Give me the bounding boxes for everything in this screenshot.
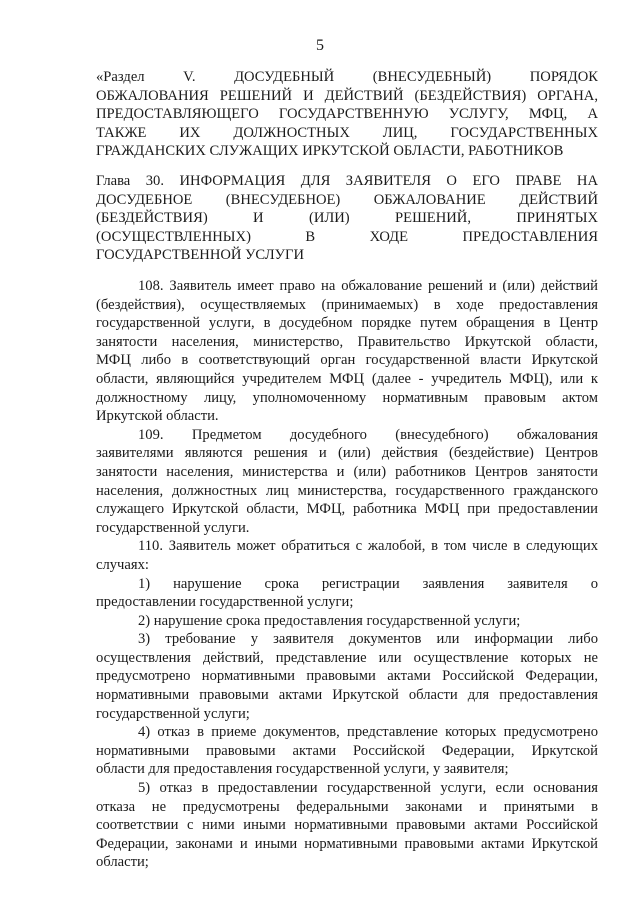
paragraph-108 bbox=[96, 277, 598, 426]
paragraph-line: занятости населения, министерство, Правительство Иркутской области, bbox=[96, 333, 598, 350]
list-item-2 bbox=[96, 612, 598, 631]
list-item-line: нормативными правовыми актами Иркутской области для предоставления bbox=[96, 687, 598, 704]
paragraph-line: 110. Заявитель может обратиться с жалобой, в том числе в следующих bbox=[138, 538, 598, 555]
list-item-line: нормативными правовыми актами Российской Федерации, Иркутской bbox=[96, 742, 598, 759]
list-item-line: отказа не предусмотрены федеральными законами и принятыми в bbox=[96, 798, 598, 815]
page-number: 5 bbox=[316, 37, 324, 54]
paragraph-line: МФЦ либо в соответствующий орган государственной власти Иркутской bbox=[96, 352, 598, 369]
paragraph-line: области, являющийся учредителем МФЦ (далее - учредитель МФЦ), или к bbox=[96, 370, 598, 387]
paragraph-line: заявителями являются решения и (или) действия (бездействие) Центров bbox=[96, 445, 598, 462]
chapter-heading-line: ГОСУДАРСТВЕННОЙ УСЛУГИ bbox=[96, 247, 304, 264]
paragraph-line: служащего Иркутской области, МФЦ, работника МФЦ при предоставлении bbox=[96, 501, 598, 518]
paragraph-line: 108. Заявитель имеет право на обжалование решений и (или) действий bbox=[138, 278, 598, 294]
chapter-heading-line: ДОСУДЕБНОЕ (ВНЕСУДЕБНОЕ) ОБЖАЛОВАНИЕ ДЕЙСТВИЙ bbox=[96, 191, 598, 208]
paragraph-110 bbox=[96, 537, 598, 574]
list-item-line: области; bbox=[96, 854, 149, 871]
paragraph-line: 109. Предметом досудебного (внесудебного) обжалования bbox=[138, 426, 598, 443]
chapter-heading bbox=[96, 172, 598, 265]
paragraph-line: должностному лицу, уполномоченному нормативным правовым актом bbox=[96, 389, 598, 406]
list-item-line: соответствии с ними иными нормативными правовыми актами Российской bbox=[96, 817, 598, 834]
list-item-1 bbox=[96, 575, 598, 612]
paragraph-line: государственной услуги. bbox=[96, 519, 250, 536]
list-item-5 bbox=[96, 779, 598, 872]
body-text bbox=[96, 277, 598, 872]
chapter-heading-line: (ОСУЩЕСТВЛЕННЫХ) В ХОДЕ ПРЕДОСТАВЛЕНИЯ bbox=[96, 228, 598, 245]
paragraph-line: (бездействия), осуществляемых (принимаемых) в ходе предоставления bbox=[96, 296, 598, 313]
list-item-line: области для предоставления государственной услуги, у заявителя; bbox=[96, 761, 509, 778]
list-item-line: 3) требование у заявителя документов или информации либо bbox=[138, 631, 598, 648]
section-heading bbox=[96, 68, 598, 161]
paragraph-109 bbox=[96, 426, 598, 538]
paragraph-line: государственной услуги, в досудебном порядке путем обращения в Центр bbox=[96, 315, 598, 332]
paragraph-line: занятости населения, министерства и (или) работников Центров занятости bbox=[96, 463, 598, 480]
paragraph-line: случаях: bbox=[96, 556, 149, 573]
list-item-line: государственной услуги; bbox=[96, 705, 250, 722]
list-item-3 bbox=[96, 630, 598, 723]
paragraph-line: населения, должностных лиц министерства, государственного гражданского bbox=[96, 482, 598, 499]
section-heading-line: «Раздел V. ДОСУДЕБНЫЙ (ВНЕСУДЕБНЫЙ) ПОРЯДОК bbox=[96, 69, 598, 85]
section-heading-line: ТАКЖЕ ИХ ДОЛЖНОСТНЫХ ЛИЦ, ГОСУДАРСТВЕННЫХ bbox=[96, 124, 598, 141]
list-item-line: осуществления действий, представление или осуществление которых не bbox=[96, 649, 598, 666]
list-item-line: предусмотрено нормативными правовыми актами Российской Федерации, bbox=[96, 668, 598, 685]
chapter-heading-line: Глава 30. ИНФОРМАЦИЯ ДЛЯ ЗАЯВИТЕЛЯ О ЕГО ПРАВЕ НА bbox=[96, 173, 598, 189]
list-item-line: предоставлении государственной услуги; bbox=[96, 594, 354, 611]
section-heading-line: ПРЕДОСТАВЛЯЮЩЕГО ГОСУДАРСТВЕННУЮ УСЛУГУ, МФЦ, А bbox=[96, 106, 598, 123]
list-item-line: 5) отказ в предоставлении государственной услуги, если основания bbox=[138, 780, 598, 797]
list-item-line: 1) нарушение срока регистрации заявления заявителя о bbox=[138, 575, 598, 592]
chapter-heading-line: (БЕЗДЕЙСТВИЯ) И (ИЛИ) РЕШЕНИЙ, ПРИНЯТЫХ bbox=[96, 210, 598, 227]
list-item-line: 4) отказ в приеме документов, представление которых предусмотрено bbox=[138, 724, 598, 741]
section-heading-line: ОБЖАЛОВАНИЯ РЕШЕНИЙ И ДЕЙСТВИЙ (БЕЗДЕЙСТВИЯ) ОРГАНА, bbox=[96, 87, 598, 104]
list-item-line: 2) нарушение срока предоставления государственной услуги; bbox=[138, 612, 521, 629]
list-item-4 bbox=[96, 723, 598, 779]
section-heading-line: ГРАЖДАНСКИХ СЛУЖАЩИХ ИРКУТСКОЙ ОБЛАСТИ, РАБОТНИКОВ bbox=[96, 143, 564, 160]
list-item-line: Федерации, законами и иными нормативными правовыми актами Иркутской bbox=[96, 835, 598, 852]
paragraph-line: Иркутской области. bbox=[96, 408, 219, 425]
